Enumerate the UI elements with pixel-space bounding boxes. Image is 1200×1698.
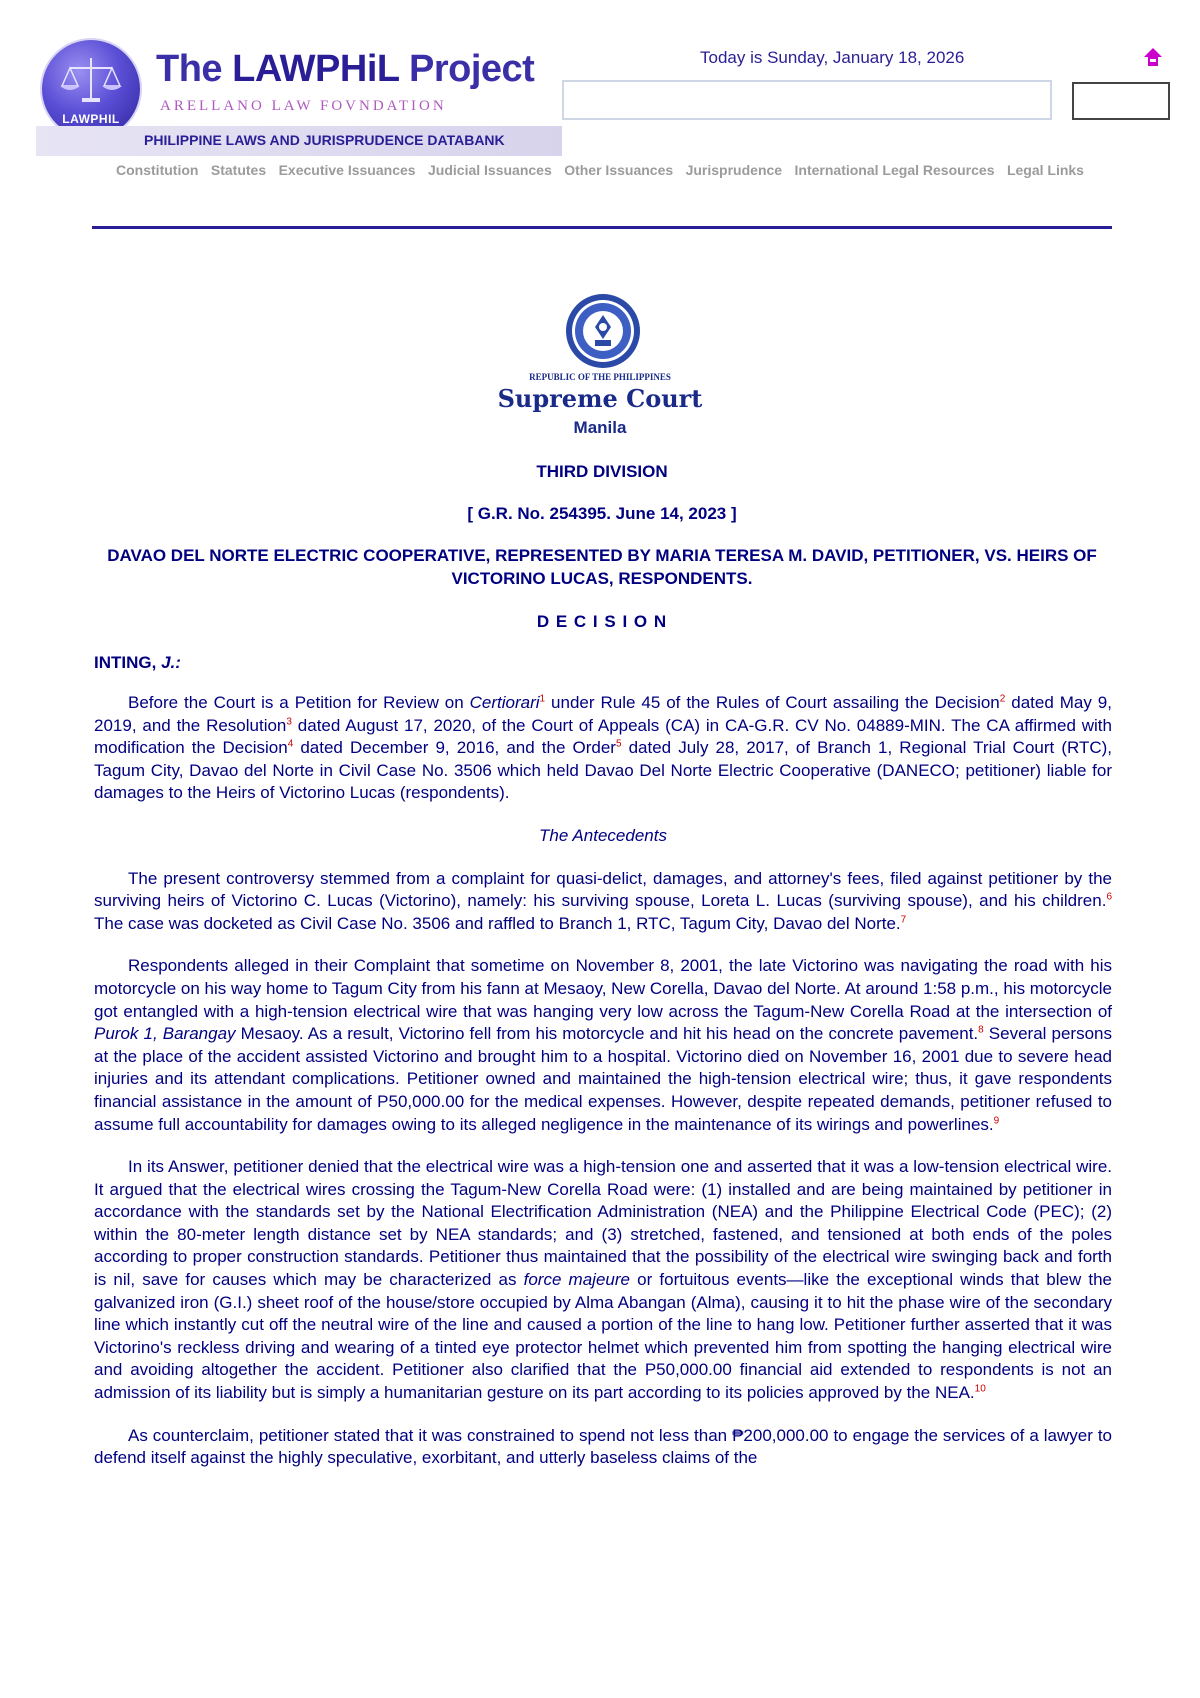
footnote-link[interactable]: 2	[999, 693, 1006, 705]
section-heading: The Antecedents	[539, 825, 667, 845]
footnote-link[interactable]: 3	[286, 715, 292, 727]
paragraph: In its Answer, petitioner denied that the electrical wire was a high-tension one and asserted that it was a low-tension electrical wire. It argued that the electrical wires crossing the Tagum-New Corella Road were: (1) installed and are being maintained by petitioner in accordance with the standards set by the National Electrification Administration (NEA) and the Philippine Electrical Code (PEC); (2) within the 80-meter length distance set by NEA standards; and (3) stretched, fastened, and tensioned at both ends of the poles according to proper construction standards. Petitioner thus maintained that the possibility of the electrical wire swinging back and forth is nil, save for causes which may be characterized as force majeure or fortuitous events—like the exceptional winds that blew the galvanized iron (G.I.) sheet roof of the house/store occupied by Alma Abangan (Alma), causing it to hit the phase wire of the secondary line which instantly cut off the neutral wire of the line and caused a portion of the line to hang low. Petitioner further asserted that it was Victorino's reckless driving and wearing of a tinted eye protector helmet which prevented him from spotting the hanging electrical wire and avoiding altogether the accident. Petitioner also clarified that the P50,000.00 financial aid extended to respondents is not an admission of its liability but is simply a humanitarian gesture on its part according to its policies approved by the NEA.$^{10}$	[94, 1157, 1113, 1403]
ponente: INTING, J.:	[94, 653, 181, 672]
paragraph: The present controversy stemmed from a complaint for quasi-delict, damages, and attorney's fees, filed against petitioner by the surviving heirs of Victorino C. Lucas (Victorino), namely: his surviving spouse, Loreta L. Lucas (surviving spouse), and his children.$^6$ The case was docketed as Civil Case No. 3506 and raffled to Branch 1, RTC, Tagum City, Davao del Norte.$^7$	[94, 868, 1112, 933]
nav-international-legal-resources[interactable]: International Legal Resources	[794, 162, 995, 178]
search-input[interactable]	[562, 80, 1052, 120]
today-date: Today is Sunday, January 18, 2026	[700, 48, 965, 67]
nav-jurisprudence[interactable]: Jurisprudence	[685, 162, 783, 178]
footnote-link[interactable]: 1	[539, 693, 546, 705]
main-nav	[0, 162, 1200, 180]
nav-other-issuances[interactable]: Other Issuances	[564, 162, 674, 178]
footnote-link[interactable]: 10	[974, 1383, 986, 1395]
footnote-link[interactable]: 4	[287, 738, 294, 750]
search-button[interactable]	[1072, 82, 1170, 120]
decision-label: D E C I S I O N	[536, 612, 668, 631]
nav-statutes[interactable]: Statutes	[210, 162, 267, 178]
decision-body	[94, 692, 1112, 1490]
supreme-court-seal-icon	[564, 292, 642, 370]
nav-legal-links[interactable]: Legal Links	[1006, 162, 1084, 178]
footnote-link[interactable]: 9	[993, 1114, 1000, 1126]
nav-executive-issuances[interactable]: Executive Issuances	[278, 162, 416, 178]
case-parties: DAVAO DEL NORTE ELECTRIC COOPERATIVE, REPRESENTED BY MARIA TERESA M. DAVID, PETITIONER, VS. HEIRS OF VICTORINO LUCAS, RESPONDENTS.	[107, 546, 1097, 588]
case-number: [ G.R. No. 254395. June 14, 2023 ]	[467, 504, 737, 523]
footnote-link[interactable]: 8	[978, 1024, 984, 1036]
footnote-link[interactable]: 7	[900, 914, 907, 926]
court-city: Manila	[573, 418, 627, 437]
logo-bar-text: PHILIPPINE LAWS AND JURISPRUDENCE DATABANK	[144, 132, 505, 148]
court-name: Supreme Court	[497, 384, 703, 413]
footnote-link[interactable]: 5	[615, 738, 622, 750]
nav-constitution[interactable]: Constitution	[116, 162, 199, 178]
emblem-text: LAWPHIL	[62, 112, 120, 126]
paragraph: As counterclaim, petitioner stated that it was constrained to spend not less than ₱200,000.00 to engage the services of a lawyer to defend itself against the highly speculative, exorbitant, and utterly baseless claims of the	[94, 1425, 1112, 1468]
division: THIRD DIVISION	[536, 462, 668, 481]
home-icon[interactable]	[1142, 46, 1164, 68]
paragraph: Respondents alleged in their Complaint that sometime on November 8, 2001, the late Victorino was navigating the road with his motorcycle on his way home to Tagum City from his fann at Mesaoy, New Corella, Davao del Norte. At around 1:58 p.m., his motorcycle got entangled with a high-tension electrical wire that was hanging very low across the Tagum-New Corella Road at the intersection of Purok 1, Barangay Mesaoy. As a result, Victorino fell from his motorcycle and hit his head on the concrete pavement.$^8$ Several persons at the place of the accident assisted Victorino and brought him to a hospital. Victorino died on November 16, 2001 due to severe head injuries and its attendant complications. Petitioner owned and maintained the high-tension electrical wire; thus, it gave respondents financial assistance in the amount of P50,000.00 for the medical expenses. However, despite repeated demands, petitioner refused to assume full accountability for damages owing to its alleged negligence in the maintenance of its wirings and powerlines.$^9$	[94, 956, 1112, 1134]
paragraph: Before the Court is a Petition for Review on Certiorari$^1$ under Rule 45 of the Rules of Court assailing the Decision$^2$ dated May 9, 2019, and the Resolution$^3$ dated August 17, 2020, of the Court of Appeals (CA) in CA-G.R. CV No. 04889-MIN. The CA affirmed with modification the Decision$^4$ dated December 9, 2016, and the Order$^5$ dated July 28, 2017, of Branch 1, Regional Trial Court (RTC), Tagum City, Davao del Norte in Civil Case No. 3506 which held Davao Del Norte Electric Cooperative (DANECO; petitioner) liable for damages to the Heirs of Victorino Lucas (respondents).	[94, 693, 1113, 803]
nav-judicial-issuances[interactable]: Judicial Issuances	[428, 162, 552, 178]
lawphil-logo[interactable]	[36, 40, 562, 156]
site-header	[0, 0, 1200, 190]
footnote-link[interactable]: 6	[1106, 891, 1112, 903]
republic-label: REPUBLIC OF THE PHILIPPINES	[529, 372, 671, 382]
logo-title: The LAWPHiL Project	[156, 48, 535, 90]
header-divider	[92, 226, 1112, 229]
logo-bar	[36, 126, 562, 156]
lawphil-emblem-icon	[42, 40, 140, 138]
logo-subtitle: ARELLANO LAW FOVNDATION	[160, 98, 447, 114]
